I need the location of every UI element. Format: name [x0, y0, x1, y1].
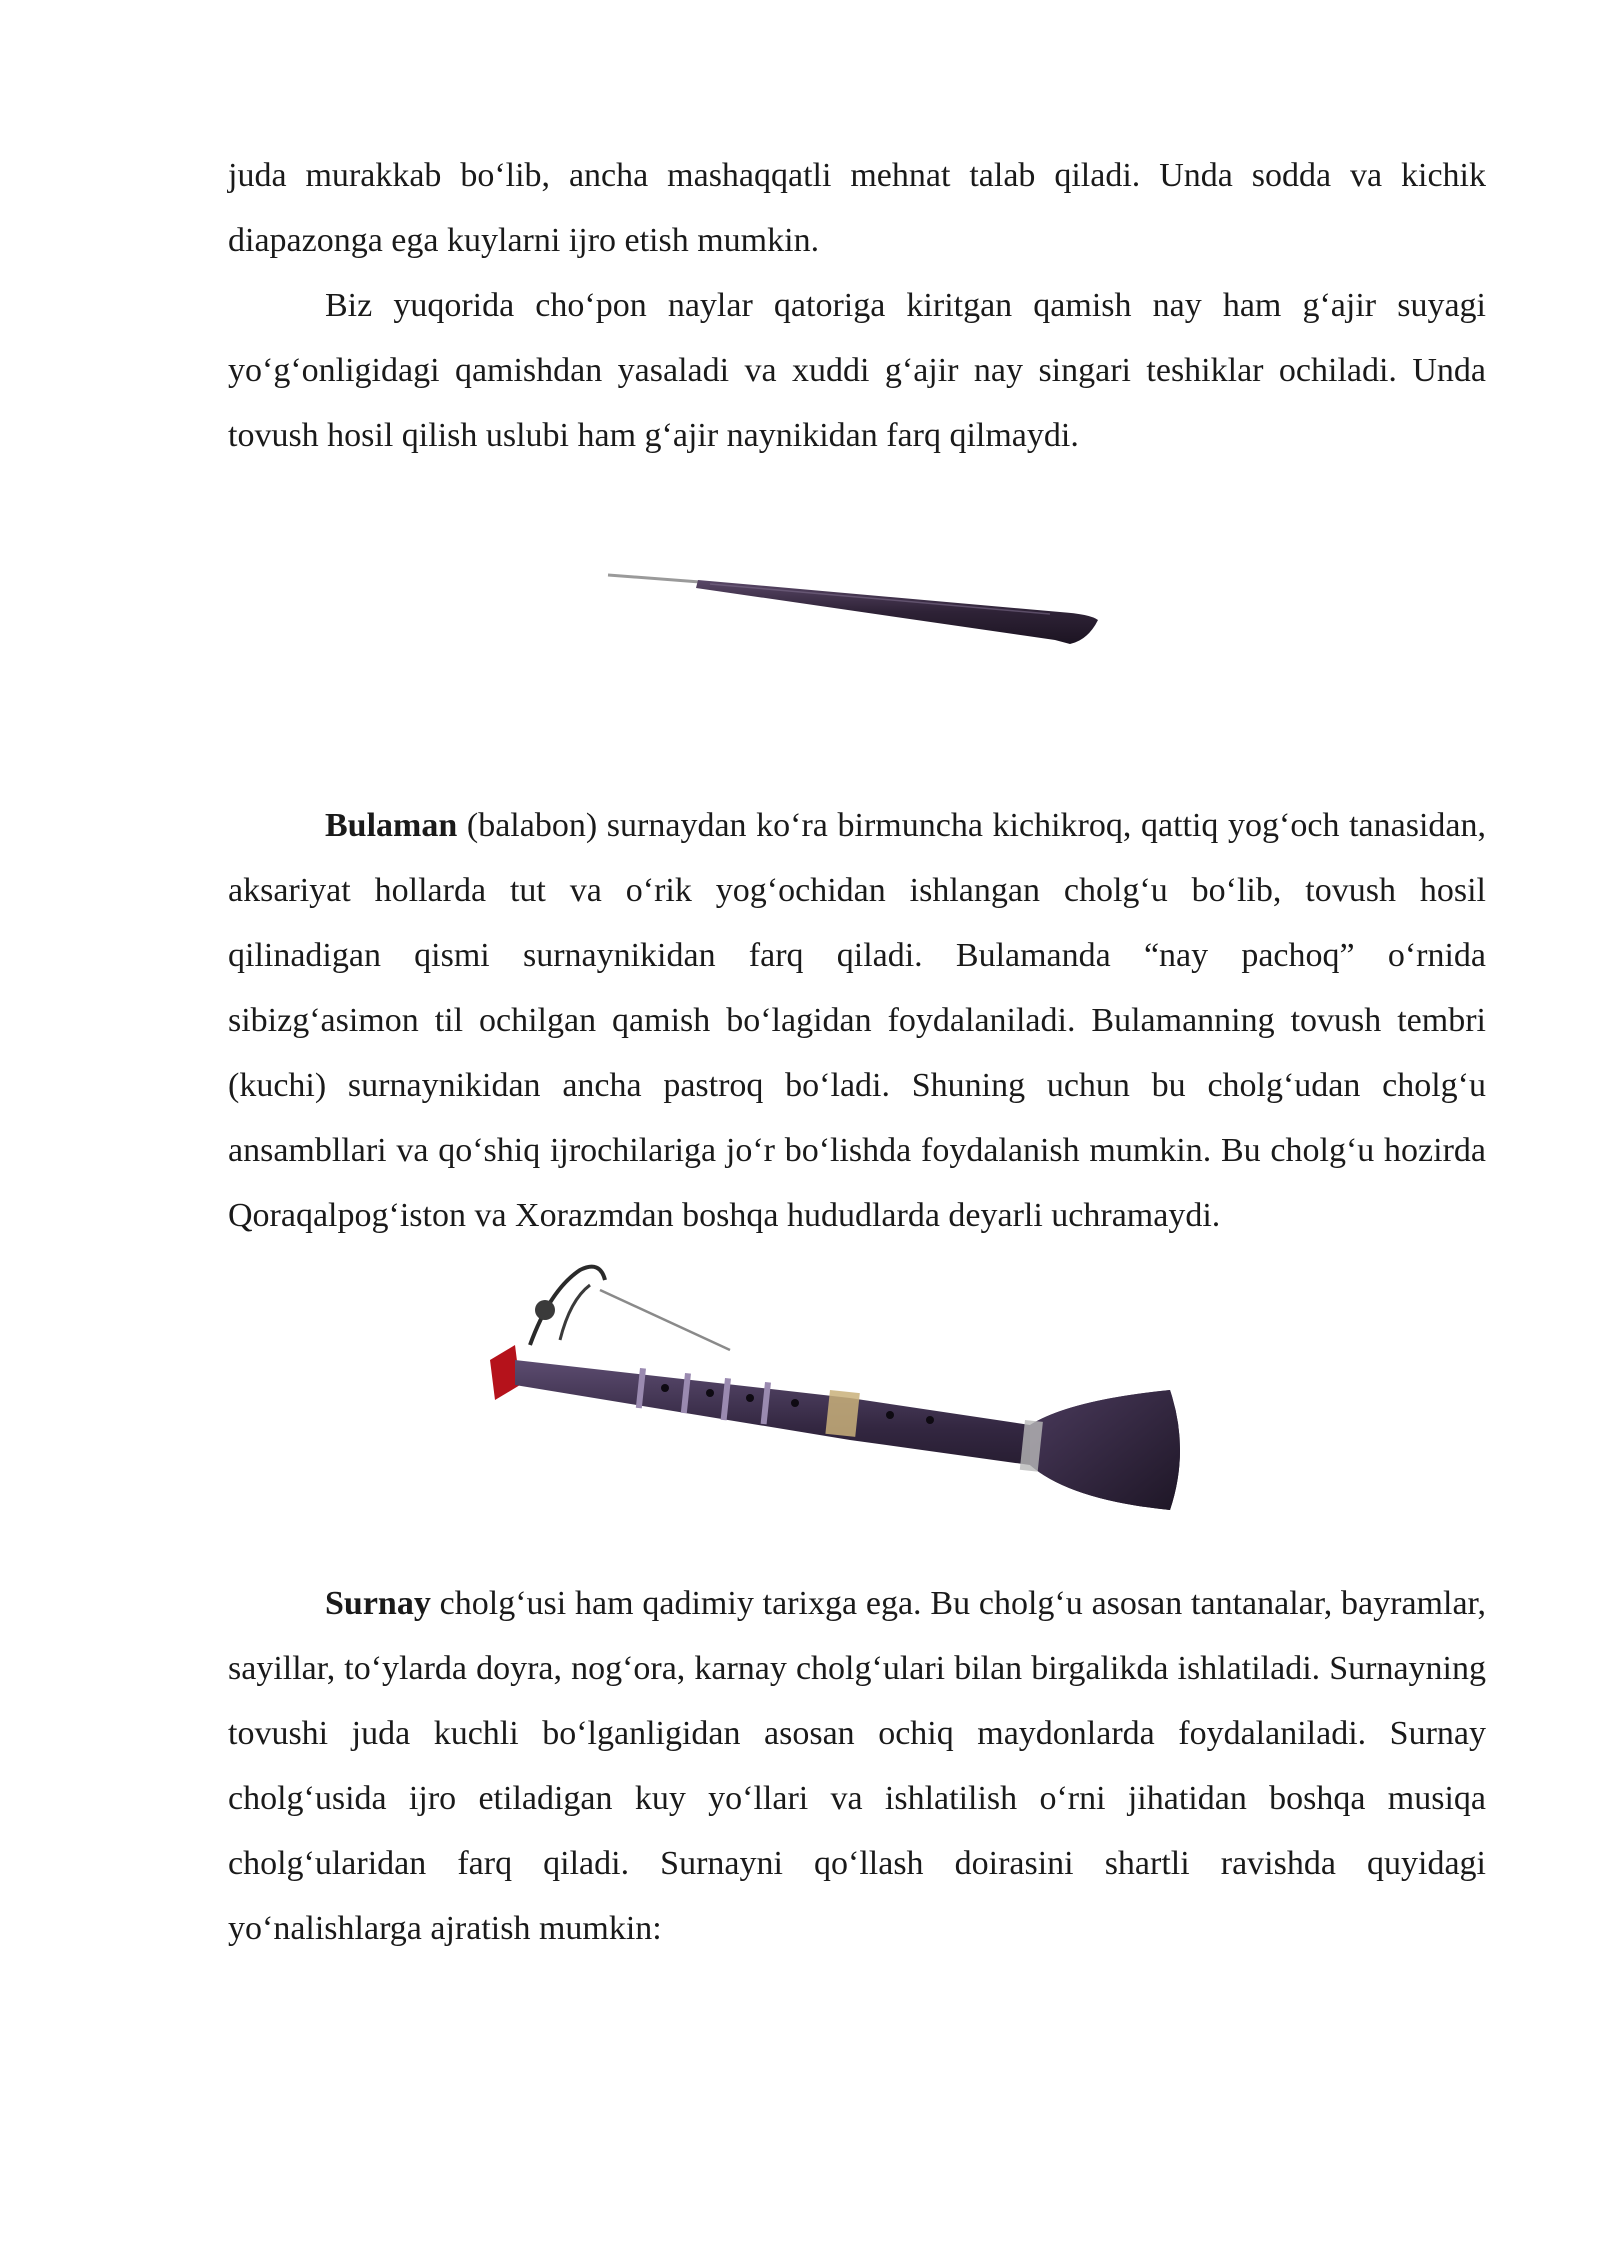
term-surnay: Surnay	[325, 1585, 431, 1622]
paragraph-qamish-nay: Biz yuqorida cho‘pon naylar qatoriga kiritgan qamish nay ham g‘ajir suyagi yo‘g‘onligidagi qamishdan yasaladi va xuddi g‘ajir nay singari teshiklar ochiladi. Unda tovush hosil qilish uslubi ham g‘ajir naynikidan farq qilmaydi.	[228, 287, 1486, 454]
paragraph-continuation: juda murakkab bo‘lib, ancha mashaqqatli mehnat talab qiladi. Unda sodda va kichik diapazonga ega kuylarni ijro etish mumkin.	[228, 157, 1486, 259]
term-bulaman: Bulaman	[325, 807, 458, 844]
balaman-instrument-image	[600, 560, 1120, 670]
surnay-instrument-image	[470, 1250, 1240, 1570]
bulaman-description: (balabon) surnaydan ko‘ra birmuncha kichikroq, qattiq yog‘och tanasidan, aksariyat hollarda tut va o‘rik yog‘ochidan ishlangan cholg‘u bo‘lib, tovush hosil qilinadigan qismi surnaynikidan farq qiladi. Bulamanda “nay pachoq” o‘rnida sibizg‘asimon til ochilgan qamish bo‘lagidan foydalaniladi. Bulamanning tovush tembri (kuchi) surnaynikidan ancha pastroq bo‘ladi. Shuning uchun bu cholg‘udan cholg‘u ansambllari va qo‘shiq ijrochilariga jo‘r bo‘lishda foydalanish mumkin. Bu cholg‘u hozirda Qoraqalpog‘iston va Xorazmdan boshqa hududlarda deyarli uchramaydi.	[228, 807, 1486, 1234]
paragraph-surnay	[228, 1571, 1486, 1961]
surnay-description: cholg‘usi ham qadimiy tarixga ega. Bu cholg‘u asosan tantanalar, bayramlar, sayillar, to‘ylarda doyra, nog‘ora, karnay cholg‘ulari bilan birgalikda ishlatiladi. Surnayning tovushi juda kuchli bo‘lganligidan asosan ochiq maydonlarda foydalaniladi. Surnay cholg‘usida ijro etiladigan kuy yo‘llari va ishlatilish o‘rni jihatidan boshqa musiqa cholg‘ularidan farq qiladi. Surnayni qo‘llash doirasini shartli ravishda quyidagi yo‘nalishlarga ajratish mumkin:	[228, 1585, 1486, 1947]
paragraph-bulaman	[228, 793, 1486, 1248]
